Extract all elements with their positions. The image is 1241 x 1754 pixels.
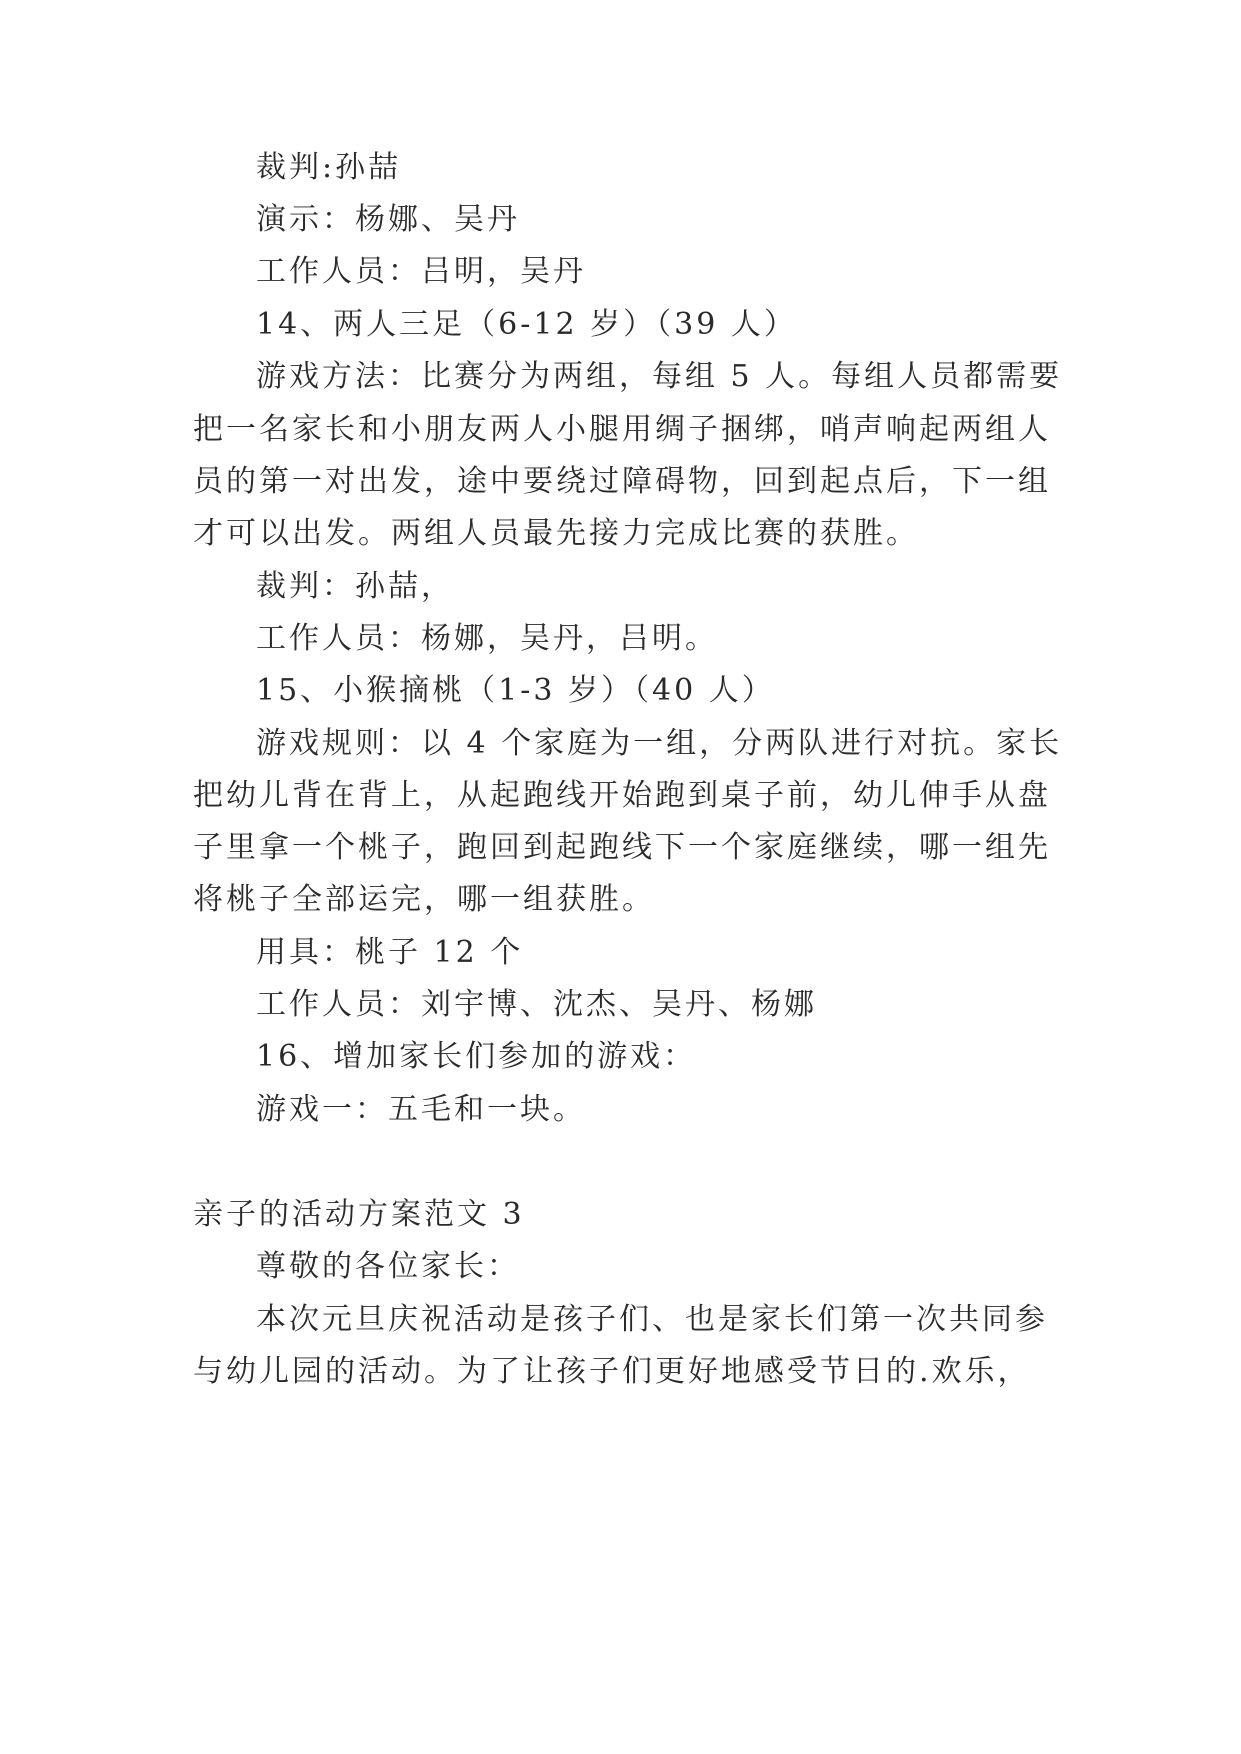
item-14-method-line: 游戏方法：比赛分为两组，每组 5 人。每组人员都需要: [256, 359, 1063, 394]
staff-line: 工作人员：吕明，吴丹: [256, 254, 586, 289]
item-14-method-line: 把一名家长和小朋友两人小腿用绸子捆绑，哨声响起两组人: [193, 412, 1051, 447]
body-paragraph-line: 与幼儿园的活动。为了让孩子们更好地感受节日的.欢乐，: [193, 1354, 1031, 1389]
item-16-game-1: 游戏一：五毛和一块。: [256, 1092, 586, 1127]
item-15-rules-line: 将桃子全部运完，哪一组获胜。: [193, 882, 655, 917]
section-heading: 亲子的活动方案范文 3: [193, 1197, 525, 1232]
item-15-staff: 工作人员：刘宇博、沈杰、吴丹、杨娜: [256, 987, 817, 1022]
item-15-title: 15、小猴摘桃（1-3 岁）（40 人）: [256, 673, 775, 708]
item-15-tools: 用具：桃子 12 个: [256, 935, 524, 970]
item-15-rules-line: 子里拿一个桃子，跑回到起跑线下一个家庭继续，哪一组先: [193, 830, 1051, 865]
greeting: 尊敬的各位家长：: [256, 1249, 520, 1284]
body-paragraph-line: 本次元旦庆祝活动是孩子们、也是家长们第一次共同参: [256, 1302, 1048, 1337]
item-14-title: 14、两人三足（6-12 岁）（39 人）: [256, 307, 797, 342]
item-15-rules-line: 把幼儿背在背上，从起跑线开始跑到桌子前，幼儿伸手从盘: [193, 778, 1051, 813]
item-15-rules-line: 游戏规则：以 4 个家庭为一组，分两队进行对抗。家长: [256, 726, 1063, 761]
item-14-judge: 裁判：孙喆，: [256, 569, 454, 604]
demo-line: 演示：杨娜、吴丹: [256, 202, 520, 237]
item-16-title: 16、增加家长们参加的游戏：: [256, 1039, 697, 1074]
referee-line: 裁判:孙喆: [256, 150, 402, 185]
item-14-method-line: 才可以出发。两组人员最先接力完成比赛的获胜。: [193, 516, 919, 551]
item-14-method-line: 员的第一对出发，途中要绕过障碍物，回到起点后，下一组: [193, 464, 1051, 499]
item-14-staff: 工作人员：杨娜，吴丹，吕明。: [256, 621, 718, 656]
